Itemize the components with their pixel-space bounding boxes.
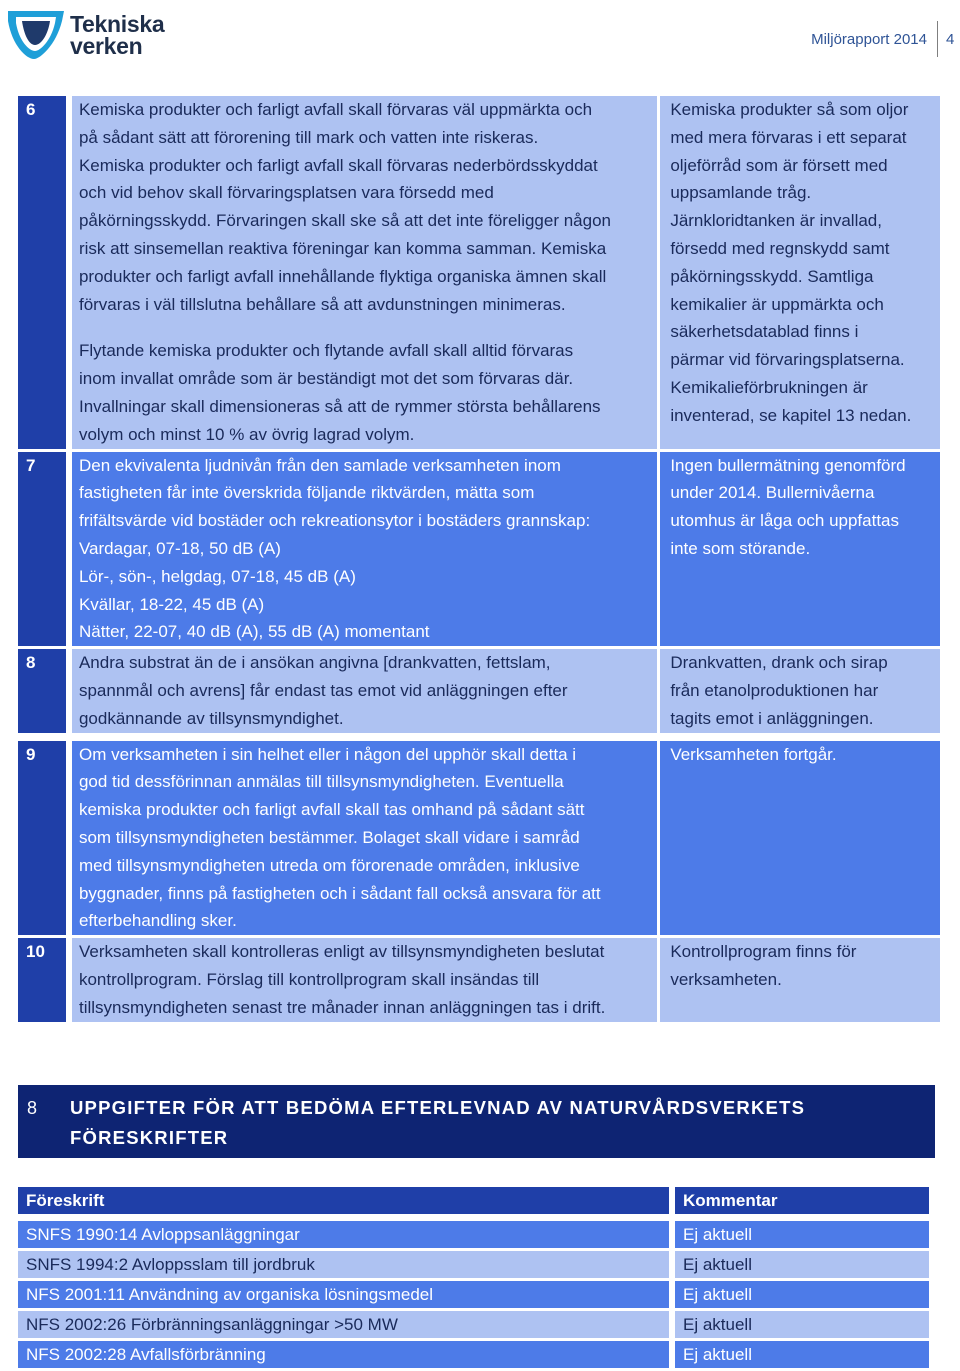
table-row xyxy=(18,1311,929,1338)
text-line: försedd med regnskydd samt xyxy=(670,238,890,258)
condition-paragraph xyxy=(79,649,649,732)
company-logo xyxy=(4,5,174,60)
text-line: inventerad, se kapitel 13 nedan. xyxy=(670,405,912,425)
text-line: tagits emot i anläggningen. xyxy=(670,708,874,728)
text-line: och vid behov skall förvaringsplatsen vara försedd med xyxy=(78,183,494,203)
condition-comment xyxy=(660,938,940,1021)
requirement-row xyxy=(18,741,940,936)
text-line: tillsynsmyndigheten senast tre månader innan anläggningen tas i drift. xyxy=(78,997,606,1017)
text-line: godkännande av tillsynsmyndighet. xyxy=(78,708,344,728)
text-line: inte som störande. xyxy=(670,538,811,558)
condition-text xyxy=(72,96,657,449)
text-line: risk att sinsemellan reaktiva föreningar kan komma samman. Kemiska xyxy=(78,238,607,258)
regulation-cell: SNFS 1990:14 Avloppsanläggningar xyxy=(18,1221,669,1248)
regulation-cell: SNFS 1994:2 Avloppsslam till jordbruk xyxy=(18,1251,669,1278)
condition-paragraph xyxy=(79,452,649,647)
condition-comment xyxy=(660,96,940,449)
regulation-cell: NFS 2002:28 Avfallsförbränning xyxy=(18,1341,669,1368)
text-line: Järnkloridtanken är invallad, xyxy=(670,211,882,231)
regulations-header-row xyxy=(18,1187,929,1214)
text-line: med tillsynsmyndigheten utreda om förorenade områden, inklusive xyxy=(78,855,580,875)
text-line: kemikalier är uppmärkta och xyxy=(670,294,884,314)
section-title-line-2: FÖRESKRIFTER xyxy=(70,1127,229,1148)
condition-comment xyxy=(660,452,940,647)
condition-paragraph xyxy=(79,938,649,1021)
text-line: Nätter, 22-07, 40 dB (A), 55 dB (A) momentant xyxy=(78,622,430,642)
text-line: Kemiska produkter och farligt avfall skall förvaras väl uppmärkta och xyxy=(78,100,593,119)
header-regulation: Föreskrift xyxy=(18,1187,669,1214)
comment-cell: Ej aktuell xyxy=(675,1251,929,1278)
text-line: Kvällar, 18-22, 45 dB (A) xyxy=(78,594,265,614)
text-line: frifältsvärde vid bostäder och rekreationsytor i bostäders grannskap: xyxy=(78,511,591,531)
condition-number: 6 xyxy=(18,96,66,449)
requirement-row xyxy=(18,96,940,449)
requirement-row xyxy=(18,452,940,647)
text-line: påkörningsskydd. Samtliga xyxy=(670,266,874,286)
logo-line-1: Tekniska xyxy=(70,11,165,37)
text-line: påkörningsskydd. Förvaringen skall ske så att det inte föreligger någon xyxy=(78,211,611,231)
text-line: med mera förvaras i ett separat xyxy=(670,127,907,147)
comment-cell: Ej aktuell xyxy=(675,1281,929,1308)
page-number: 4 xyxy=(946,30,955,48)
text-line: byggnader, finns på fastigheten och i sådant fall också ansvara för att xyxy=(78,883,601,903)
text-line: produkter och farligt avfall innehållande flyktiga organiska ämnen skall xyxy=(78,266,607,286)
section-heading xyxy=(18,1085,935,1158)
header-divider xyxy=(937,21,938,57)
text-line: Den ekvivalenta ljudnivån från den samlade verksamheten inom xyxy=(78,455,561,475)
logo-line-2: verken xyxy=(70,33,143,59)
table-row xyxy=(18,1341,929,1368)
condition-number: 9 xyxy=(18,741,66,936)
text-line: Ingen bullermätning genomförd xyxy=(670,455,906,475)
text-line: utomhus är låga och uppfattas xyxy=(670,511,900,531)
requirements-table xyxy=(18,96,940,1025)
regulation-cell: NFS 2001:11 Användning av organiska lösningsmedel xyxy=(18,1281,669,1308)
logo-icon xyxy=(4,5,68,61)
text-line: som tillsynsmyndigheten bestämmer. Bolaget skall vidare i samråd xyxy=(78,827,580,847)
table-row xyxy=(18,1251,929,1278)
section-title xyxy=(70,1093,870,1153)
text-line: fastigheten får inte överskrida följande riktvärden, mätta som xyxy=(78,483,535,503)
header-comment: Kommentar xyxy=(675,1187,929,1214)
table-row xyxy=(18,1281,929,1308)
text-line: Kemiska produkter så som oljor xyxy=(670,100,909,119)
section-title-line-1: UPPGIFTER FÖR ATT BEDÖMA EFTERLEVNAD AV NATURVÅRDSVERKETS xyxy=(70,1097,806,1118)
text-line: kontrollprogram. Förslag till kontrollprogram skall insändas till xyxy=(78,969,540,989)
text-line: oljeförråd som är försett med xyxy=(670,155,888,175)
text-line: på sådant sätt att förorening till mark och vatten inte riskeras. xyxy=(78,127,539,147)
comment-cell: Ej aktuell xyxy=(675,1221,929,1248)
text-line: Lör-, sön-, helgdag, 07-18, 45 dB (A) xyxy=(78,566,356,586)
text-line: Verksamheten fortgår. xyxy=(670,744,837,764)
text-line: god tid dessförinnan anmälas till tillsynsmyndigheten. Eventuella xyxy=(78,772,564,792)
text-line: inom invallat område som är beständigt mot det som förvaras där. xyxy=(78,369,574,389)
text-line: Vardagar, 07-18, 50 dB (A) xyxy=(78,538,281,558)
text-line: spannmål och avrens] får endast tas emot vid anläggningen efter xyxy=(78,680,568,700)
condition-paragraph xyxy=(79,337,649,448)
text-line: uppsamlande tråg. xyxy=(670,183,812,203)
text-line: efterbehandling sker. xyxy=(78,911,237,931)
text-line: under 2014. Bullernivåerna xyxy=(670,483,875,503)
condition-comment xyxy=(660,741,940,936)
report-title: Miljörapport 2014 xyxy=(811,30,927,48)
condition-number: 8 xyxy=(18,649,66,732)
requirement-row xyxy=(18,649,940,732)
regulation-cell: NFS 2002:26 Förbränningsanläggningar >50 MW xyxy=(18,1311,669,1338)
text-line: förvaras i väl tillslutna behållare så att avdunstningen minimeras. xyxy=(78,294,566,314)
text-line: Om verksamheten i sin helhet eller i någon del upphör skall detta i xyxy=(78,744,577,764)
text-line: Flytande kemiska produkter och flytande avfall skall alltid förvaras xyxy=(78,341,574,361)
condition-number: 7 xyxy=(18,452,66,647)
regulations-table xyxy=(18,1187,929,1371)
table-row xyxy=(18,1221,929,1248)
condition-text xyxy=(72,452,657,647)
page-header xyxy=(811,22,960,56)
text-line: Andra substrat än de i ansökan angivna [drankvatten, fettslam, xyxy=(78,653,551,673)
text-line: Kontrollprogram finns för xyxy=(670,942,857,962)
text-line: Kemiska produkter och farligt avfall skall förvaras nederbördsskyddat xyxy=(78,155,598,175)
condition-paragraph xyxy=(79,741,649,936)
text-line: Verksamheten skall kontrolleras enligt av tillsynsmyndigheten beslutat xyxy=(78,942,605,962)
comment-cell: Ej aktuell xyxy=(675,1311,929,1338)
text-line: Kemikalieförbrukningen är xyxy=(670,377,868,397)
text-line: från etanolproduktionen har xyxy=(670,680,879,700)
text-line: volym och minst 10 % av övrig lagrad volym. xyxy=(78,424,415,444)
text-line: verksamheten. xyxy=(670,969,782,989)
text-line: Invallningar skall dimensioneras så att de rymmer största behållarens xyxy=(78,396,601,416)
condition-text xyxy=(72,649,657,732)
comment-cell: Ej aktuell xyxy=(675,1341,929,1368)
condition-paragraph xyxy=(79,96,649,318)
condition-text xyxy=(72,938,657,1021)
requirement-row xyxy=(18,938,940,1021)
condition-number: 10 xyxy=(18,938,66,1021)
condition-text xyxy=(72,741,657,936)
text-line: kemiska produkter och farligt avfall skall tas omhand på sådant sätt xyxy=(78,800,585,820)
text-line: pärmar vid förvaringsplatserna. xyxy=(670,350,905,370)
condition-comment xyxy=(660,649,940,732)
text-line: Drankvatten, drank och sirap xyxy=(670,653,888,673)
text-line: säkerhetsdatablad finns i xyxy=(670,322,859,342)
section-number: 8 xyxy=(27,1098,38,1118)
